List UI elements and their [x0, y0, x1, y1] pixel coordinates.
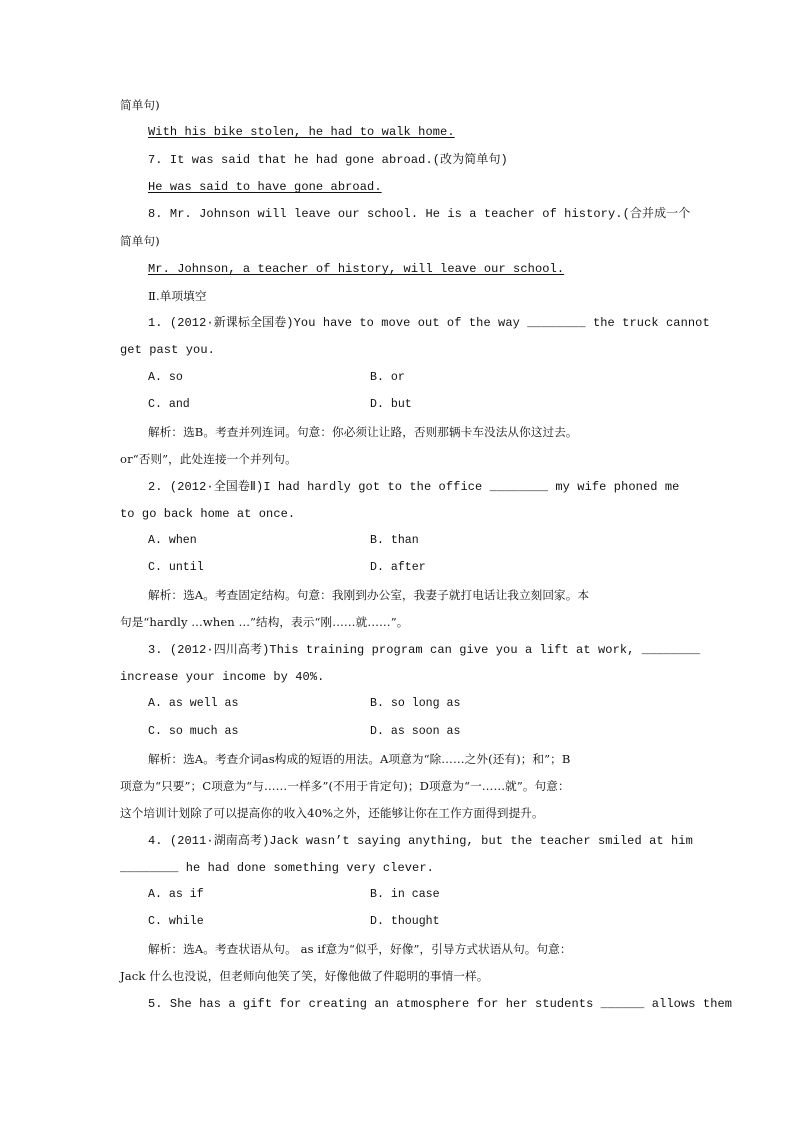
explanation: or“否则”，此处连接一个并列句。 [120, 452, 297, 466]
answer-line: With his bike stolen, he had to walk home. [148, 125, 455, 139]
text-line: 简单句) [120, 98, 160, 112]
option-d: D. thought [370, 915, 440, 928]
option-d: D. after [370, 561, 426, 574]
question-stem: 5. She has a gift for creating an atmosphere for her students ______ allows them [148, 997, 733, 1011]
text-line: 简单句) [120, 234, 160, 248]
question-line: 8. Mr. Johnson will leave our school. He is a teacher of history.(合并成一个 [148, 207, 691, 221]
option-a: A. when [148, 534, 197, 547]
explanation: 解析：选A。考查固定结构。句意：我刚到办公室，我妻子就打电话让我立刻回家。本 [148, 588, 590, 602]
option-d: D. as soon as [370, 725, 461, 738]
option-c: C. and [148, 398, 190, 411]
option-c: C. so much as [148, 725, 239, 738]
option-b: B. so long as [370, 697, 461, 710]
explanation: Jack 什么也没说，但老师向他笑了笑，好像他做了件聪明的事情一样。 [120, 969, 489, 983]
section-heading: Ⅱ.单项填空 [148, 289, 207, 303]
explanation: 解析：选A。考查状语从句。 as if意为“似乎，好像”，引导方式状语从句。句意： [148, 942, 572, 956]
option-a: A. so [148, 371, 183, 384]
explanation: 解析：选B。考查并列连词。句意：你必须让让路，否则那辆卡车没法从你这过去。 [148, 425, 578, 439]
option-b: B. or [370, 371, 405, 384]
answer-line: He was said to have gone abroad. [148, 180, 382, 194]
explanation: 项意为“只要”；C项意为“与……一样多”(不用于肯定句)；D项意为“一……就”。句意： [120, 779, 570, 793]
option-a: A. as well as [148, 697, 239, 710]
option-c: C. until [148, 561, 204, 574]
option-d: D. but [370, 398, 412, 411]
question-stem: ________ he had done something very clever. [120, 861, 434, 875]
question-stem: get past you. [120, 343, 215, 357]
answer-line: Mr. Johnson, a teacher of history, will leave our school. [148, 262, 565, 276]
question-stem: to go back home at once. [120, 507, 296, 521]
question-stem: 3. (2012·四川高考)This training program can give you a lift at work, ________ [148, 643, 701, 657]
option-a: A. as if [148, 888, 204, 901]
option-b: B. in case [370, 888, 440, 901]
explanation: 这个培训计划除了可以提高你的收入40%之外，还能够让你在工作方面得到提升。 [120, 806, 544, 820]
explanation: 句是“hardly ...when ...”结构，表示“刚……就……”。 [120, 615, 409, 629]
question-line: 7. It was said that he had gone abroad.(改为简单句) [148, 153, 508, 167]
explanation: 解析：选A。考查介词as构成的短语的用法。A项意为“除……之外(还有)；和”；B [148, 752, 571, 766]
question-stem: increase your income by 40%. [120, 670, 325, 684]
option-b: B. than [370, 534, 419, 547]
option-c: C. while [148, 915, 204, 928]
question-stem: 2. (2012·全国卷Ⅱ)I had hardly got to the office ________ my wife phoned me [148, 480, 680, 494]
question-stem: 4. (2011·湖南高考)Jack wasn’t saying anything, but the teacher smiled at him [148, 834, 693, 848]
question-stem: 1. (2012·新课标全国卷)You have to move out of the way ________ the truck cannot [148, 316, 710, 330]
